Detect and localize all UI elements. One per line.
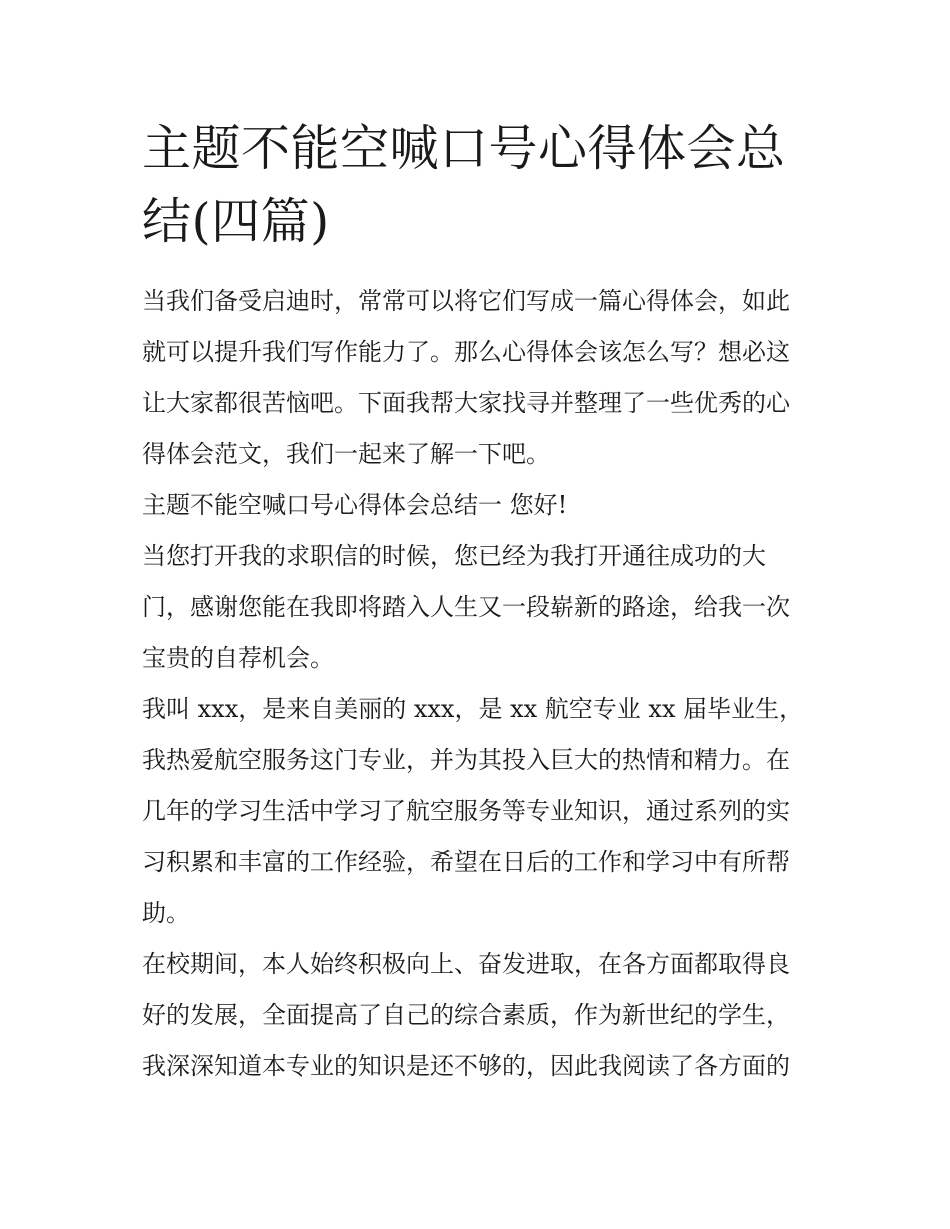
paragraph-section-heading xyxy=(142,480,817,531)
title-line: 主题不能空喊口号心得体会总 xyxy=(142,120,786,177)
text-line: 当我们备受启迪时，常常可以将它们写成一篇心得体会，如此 xyxy=(142,287,790,315)
title-line: 结(四篇) xyxy=(142,193,330,250)
page-title xyxy=(142,112,822,258)
text-line: 我深深知道本专业的知识是还不够的，因此我阅读了各方面的 xyxy=(142,1052,790,1080)
text-line: 门，感谢您能在我即将踏入人生又一段崭新的路途，给我一次 xyxy=(142,593,790,621)
paragraph-intro xyxy=(142,276,817,480)
text-line: 主题不能空喊口号心得体会总结一 您好! xyxy=(142,491,568,519)
document-body xyxy=(142,276,817,1092)
paragraph-opening xyxy=(142,531,817,684)
text-line: 习积累和丰富的工作经验，希望在日后的工作和学习中有所帮 xyxy=(142,848,790,876)
text-line: 好的发展，全面提高了自己的综合素质，作为新世纪的学生， xyxy=(142,1001,790,1029)
text-line: 我叫 xxx，是来自美丽的 xxx，是 xx 航空专业 xx 届毕业生， xyxy=(142,695,804,723)
text-line: 就可以提升我们写作能力了。那么心得体会该怎么写？想必这 xyxy=(142,338,790,366)
text-line: 宝贵的自荐机会。 xyxy=(142,644,334,672)
text-line: 我热爱航空服务这门专业，并为其投入巨大的热情和精力。在 xyxy=(142,746,790,774)
text-line: 助。 xyxy=(142,899,190,927)
paragraph-introduction xyxy=(142,684,817,939)
text-line: 得体会范文，我们一起来了解一下吧。 xyxy=(142,440,550,468)
paragraph-school-period xyxy=(142,939,817,1092)
text-line: 几年的学习生活中学习了航空服务等专业知识，通过系列的实 xyxy=(142,797,790,825)
text-line: 在校期间，本人始终积极向上、奋发进取，在各方面都取得良 xyxy=(142,950,790,978)
text-line: 让大家都很苦恼吧。下面我帮大家找寻并整理了一些优秀的心 xyxy=(142,389,790,417)
text-line: 当您打开我的求职信的时候，您已经为我打开通往成功的大 xyxy=(142,542,766,570)
